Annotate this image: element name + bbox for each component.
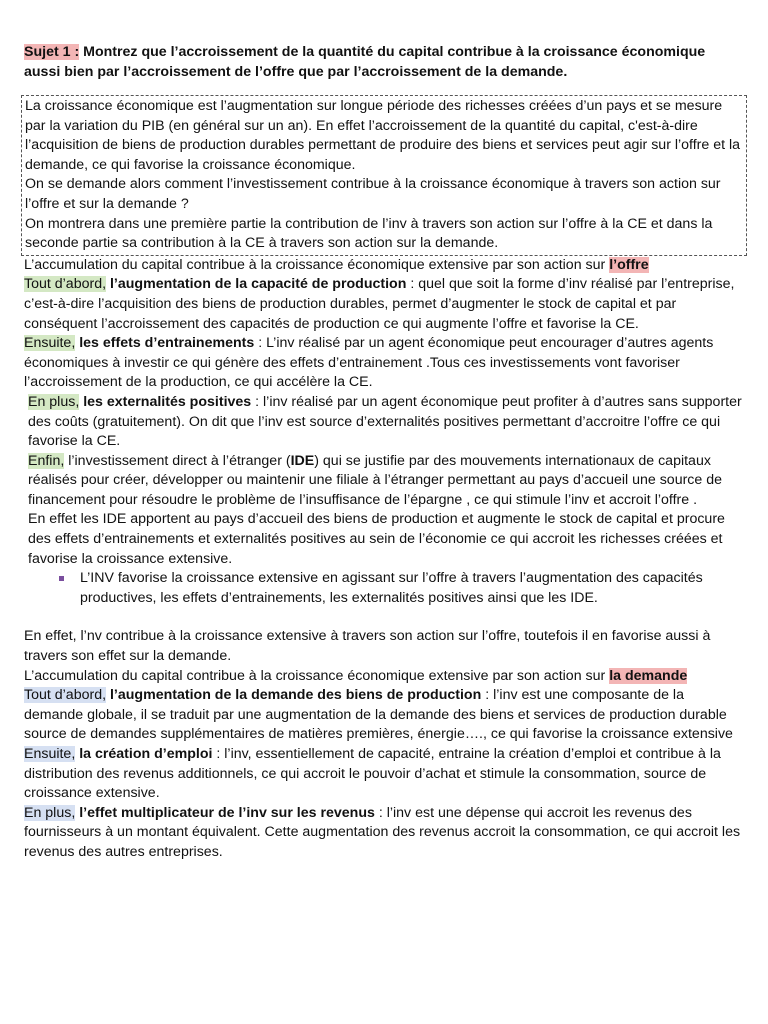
argument-title: l’augmentation de la capacité de production <box>106 276 407 293</box>
argument-text: ) qui se justifie par des mouvements internationaux de capitaux réalisés pour créer, développer ou maintenir une filiale à l’étranger permettant au pays d’accueil une source de financement pour résoudre le problème de l’insuffisance de l’épargne , ce qui stimule l’inv et accroit l’offre . <box>28 452 723 508</box>
document-page <box>24 42 744 863</box>
intro-paragraph-1: La croissance économique est l’augmentation sur longue période des richesses créées d’un pays et se mesure par la variation du PIB (en général sur un an). En effet l’accroissement de la quantité du capital, c'est-à-dire l’acquisition de biens de production durables permettant de produire des biens et services peut agir sur l’offre et la demande, ce qui favorise la croissance économique. <box>25 98 741 173</box>
part1-heading-highlight: l’offre <box>609 256 649 273</box>
argument-title: l’augmentation de la demande des biens de production <box>106 687 482 704</box>
connector: En plus, <box>28 393 80 410</box>
argument-text: l’investissement direct à l’étranger ( <box>64 452 291 469</box>
subject-title <box>24 42 744 82</box>
intro-paragraph-3: On montrera dans une première partie la contribution de l’inv à travers son action sur l’offre à la CE et dans la seconde partie sa contribution à la CE à travers son action sur la demande. <box>25 215 713 252</box>
spacer <box>24 608 744 627</box>
part1-paragraph-2 <box>24 334 744 393</box>
argument-title: les externalités positives <box>79 393 252 410</box>
bullet-square-icon <box>59 576 64 581</box>
argument-text: : l’inv est une composante de la demande globale, il se traduit par une augmentation de la demande des biens et services de production durable source de demandes supplémentaires de matières premières, énergie…., ce qui favorise la croissance extensive <box>24 687 733 743</box>
connector: Ensuite, <box>24 746 76 762</box>
part2-heading <box>24 667 744 687</box>
argument-text: : l’inv, essentiellement de capacité, entraine la création d’emploi et contribue à la distribution des revenus additionnels, ce qui accroit le pouvoir d’achat et stimule la consommation, source de croissance extensive. <box>24 746 721 802</box>
subject-question: Montrez que l’accroissement de la quantité du capital contribue à la croissance économique aussi bien par l’accroissement de l’offre que par l’accroissement de la demande. <box>24 44 706 80</box>
ide-term: IDE <box>290 452 315 469</box>
argument-text: : l’inv est une dépense qui accroit les revenus des fournisseurs à un montant équivalent. Cette augmentation des revenus accroit la consommation, ce qui accroit les revenus des autres entreprises. <box>24 804 741 860</box>
argument-text: : quel que soit la forme d’inv réalisé par l’entreprise, c’est-à-dire l’acquisition des biens de production durables, permet d’augmenter le stock de capital et par conséquent l’accroissement des capacités de production ce qui augmente l’offre et favorise la CE. <box>24 276 735 332</box>
introduction-box <box>21 95 747 256</box>
argument-title: la création d’emploi <box>75 746 213 762</box>
part2-heading-highlight: la demande <box>609 667 688 684</box>
connector: Enfin, <box>28 452 65 469</box>
part1-paragraph-3 <box>24 393 744 452</box>
bullet-text: L’INV favorise la croissance extensive en agissant sur l’offre à travers l’augmentation des capacités productives, les effets d’entrainements, les externalités positives ainsi que les IDE. <box>80 570 703 606</box>
part1-paragraph-1 <box>24 275 744 334</box>
argument-text: : L’inv réalisé par un agent économique peut encourager d’autres agents économiques à investir ce qui génère des effets d’entrainement .Tous ces investissements vont favoriser l’accroissement de la production, ce qui accélère la CE. <box>24 335 714 391</box>
part1-paragraph-5: En effet les IDE apportent au pays d’accueil des biens de production et augmente le stock de capital et procure des effets d’entrainements et externalités positives au sein de l’économie ce qui accroit les richesses créées et favorise la croissance extensive. <box>28 511 725 567</box>
part2-paragraph-3 <box>24 804 744 863</box>
part1-heading-text: L’accumulation du capital contribue à la croissance économique extensive par son action sur <box>24 256 610 273</box>
part1-heading <box>24 256 744 276</box>
part1-summary-bullet <box>24 569 744 608</box>
connector: En plus, <box>24 804 76 821</box>
connector: Ensuite, <box>24 335 76 352</box>
connector: Tout d’abord, <box>24 687 107 704</box>
argument-text: : l’inv réalisé par un agent économique peut profiter à d’autres sans supporter des coûts (gratuitement). On dit que l’inv est source d’externalités positives permettant d’accroitre l’offre ce qui favorise la CE. <box>28 393 742 450</box>
part2-paragraph-2 <box>24 745 744 804</box>
connector: Tout d’abord, <box>24 276 107 293</box>
intro-paragraph-2: On se demande alors comment l’investissement contribue à la croissance économique à travers son action sur l’offre et sur la demande ? <box>25 176 721 212</box>
argument-title: l’effet multiplicateur de l’inv sur les revenus <box>75 804 375 821</box>
part2-paragraph-1 <box>24 686 744 745</box>
part2-heading-text: L’accumulation du capital contribue à la croissance économique extensive par son action sur <box>24 667 610 684</box>
subject-label: Sujet 1 : <box>24 44 80 60</box>
argument-title: les effets d’entrainements <box>75 335 255 352</box>
part1-paragraph-4 <box>24 452 744 511</box>
transition-paragraph: En effet, l’nv contribue à la croissance extensive à travers son action sur l’offre, toutefois il en favorise aussi à travers son effet sur la demande. <box>24 628 711 665</box>
